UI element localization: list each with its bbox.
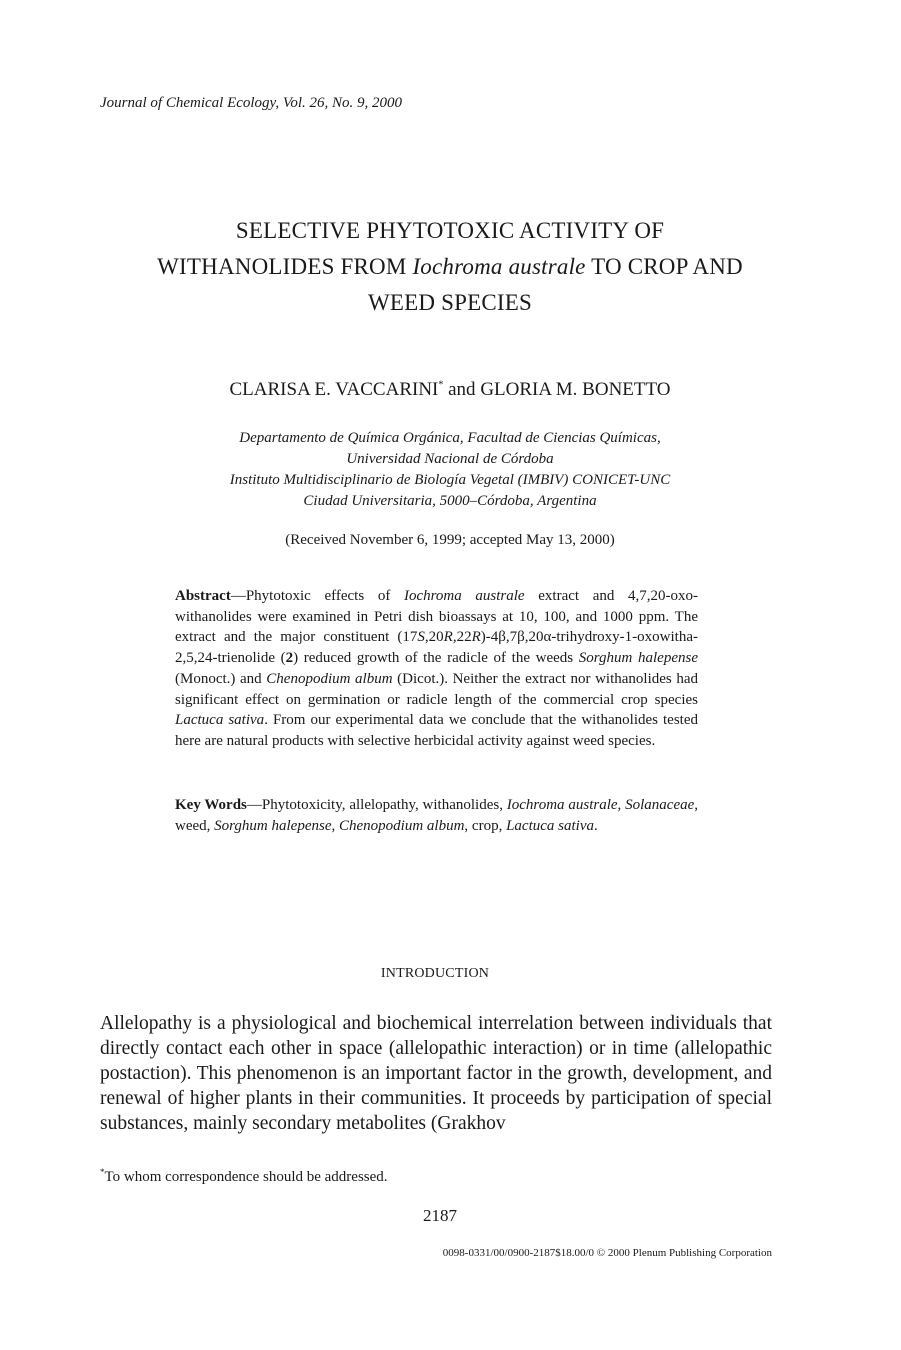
footnote [100, 1167, 388, 1186]
keywords-label: Key Words [175, 797, 247, 813]
title-line-3: WEED SPECIES [367, 290, 533, 315]
footnote-mark: * [100, 1167, 105, 1177]
introduction-paragraph: Allelopathy is a physiological and biochemical interrelation between individuals that directly contact each other in space (allelopathic interaction) or in time (allelopathic postaction). This phenomenon is an important factor in the growth, development, and renewal of higher plants in their communities. It proceeds by participation of special substances, mainly secondary metabolites (Grakhov [100, 1013, 772, 1134]
abstract-text: ,22 [452, 629, 472, 646]
abstract-text: (Monoct.) and [175, 670, 267, 687]
keyword-italic: Iochroma australe [506, 797, 618, 813]
keyword-italic: Chenopodium album [339, 817, 465, 834]
title-text: TO CROP AND [585, 254, 743, 279]
abstract-species: Iochroma australe [404, 588, 525, 604]
title-line-2 [80, 249, 820, 285]
abstract-compound-number: 2 [285, 650, 294, 667]
abstract-text: extract and 4,7,20-oxo-withanolides were examined in Petri dish bioassays at 10, 100, and 1000 ppm. The extract and the major constituent (17 [175, 588, 699, 646]
copyright-line: 0098-0331/00/0900-2187$18.00/0 © 2000 Plenum Publishing Corporation [442, 1247, 772, 1259]
author-line [80, 379, 820, 401]
key-words [175, 795, 698, 836]
abstract-text: ) reduced growth of the radicle of the weeds [293, 650, 579, 667]
affiliation-line: Departamento de Química Orgánica, Facultad de Ciencias Químicas, [239, 430, 661, 446]
affiliation-line: Instituto Multidisciplinario de Biología Vegetal (IMBIV) CONICET-UNC [229, 472, 671, 488]
abstract-species: Sorghum halepense [578, 650, 698, 667]
keyword-text: . [593, 817, 598, 834]
affiliation-line: Universidad Nacional de Córdoba [346, 451, 554, 467]
affiliation-block [80, 428, 820, 512]
author-conjunction: and [443, 379, 481, 400]
abstract-label: Abstract [175, 588, 231, 604]
journal-citation: Journal of Chemical Ecology, Vol. 26, No. 9, 2000 [100, 95, 403, 111]
article-title [80, 213, 820, 321]
title-species: Iochroma australe [412, 254, 586, 279]
abstract-stereo: S [417, 629, 425, 646]
page-number: 2187 [423, 1206, 457, 1225]
keyword-italic: Lactuca sativa [506, 817, 594, 834]
section-heading-introduction: INTRODUCTION [380, 966, 490, 981]
abstract-stereo: R [471, 629, 481, 646]
keyword-text: , crop, [464, 817, 507, 834]
title-text: WITHANOLIDES FROM [157, 254, 413, 279]
keyword-text: , [617, 797, 626, 813]
affiliation-line: Ciudad Universitaria, 5000–Córdoba, Argentina [303, 493, 597, 509]
abstract [175, 586, 698, 752]
author-2: GLORIA M. BONETTO [480, 379, 671, 400]
received-dates: (Received November 6, 1999; accepted May 13, 2000) [285, 532, 615, 548]
keyword-italic: Sorghum halepense [214, 817, 332, 834]
abstract-text: )-4β,7β,20α-trihydroxy-1-oxowitha-2,5,24-trienolide ( [175, 629, 698, 667]
footnote-text: To whom correspondence should be addressed. [104, 1169, 388, 1185]
corresponding-author-mark: * [438, 379, 444, 391]
abstract-species: Lactuca sativa [175, 712, 265, 729]
title-line-1: SELECTIVE PHYTOTOXIC ACTIVITY OF [235, 218, 665, 243]
abstract-text: . From our experimental data we conclude that the withanolides tested here are natural products with selective herbicidal activity against weed species. [175, 712, 699, 749]
keyword-text: , [331, 817, 339, 834]
abstract-dash: — [230, 588, 246, 604]
abstract-species: Chenopodium album [266, 670, 393, 687]
keywords-dash: — [246, 797, 262, 813]
abstract-text: (Dicot.). Neither the extract nor withanolides had significant effect on germination or radicle length of the commercial crop species [175, 670, 699, 708]
author-1: CLARISA E. VACCARINI [229, 379, 439, 400]
abstract-stereo: R [443, 629, 453, 646]
abstract-text: Phytotoxic effects of [245, 588, 404, 604]
abstract-text: ,20 [424, 629, 444, 646]
keyword-text: , weed, [175, 797, 699, 834]
keyword-italic: Solanaceae [625, 797, 695, 813]
keyword-text: Phytotoxicity, allelopathy, withanolides, [261, 797, 507, 813]
